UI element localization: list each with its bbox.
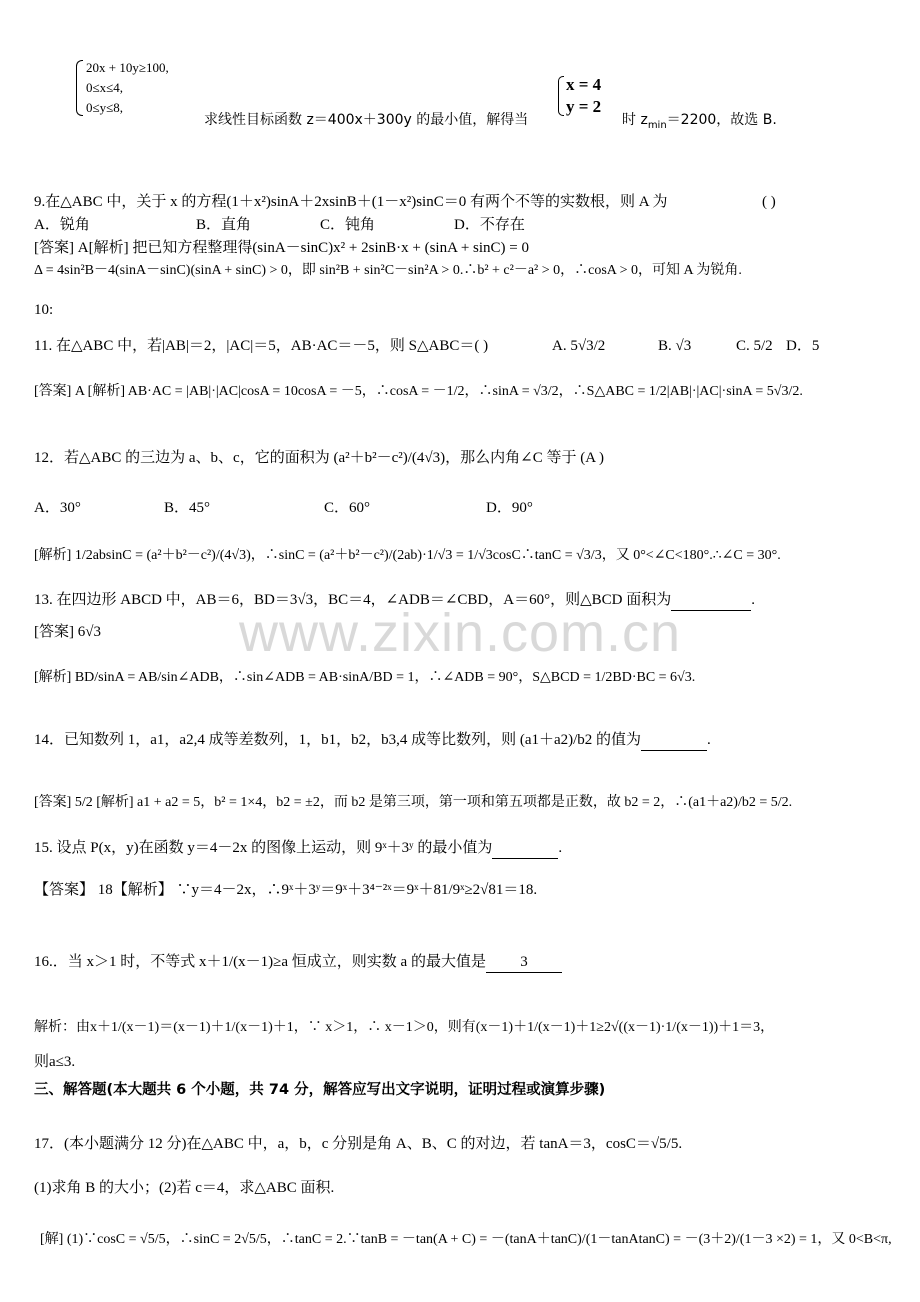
q12-stem: 12．若△ABC 的三边为 a、b、c，它的面积为 (a²＋b²－c²)/(4√3)，那么内角∠C 等于 (A ): [34, 450, 604, 466]
q9-opt-c: C．钝角: [320, 217, 376, 233]
q11-opt-b: B. √3: [658, 338, 692, 354]
q14-blank: [641, 730, 707, 751]
q14-stem-text: 14．已知数列 1，a1，a2,4 成等差数列，1，b1，b2，b3,4 成等比数列，则 (a1＋a2)/b2 的值为: [34, 732, 642, 748]
q12-opt-c: C．60°: [324, 500, 371, 516]
q16-solution-2: 则a≤3.: [34, 1054, 76, 1070]
q12-answer: [解析] 1/2absinC = (a²＋b²－c²)/(4√3)，∴sinC = (a²＋b²－c²)/(2ab)·1/√3 = 1/√3cosC∴tanC = √3/3，又 0°<∠C<180°.∴∠C = 30°.: [34, 548, 781, 563]
q9-opt-d: D．不存在: [454, 217, 525, 233]
q13-stem: [34, 590, 900, 611]
q14-tail: .: [707, 732, 711, 748]
q12-opt-b: B．45°: [164, 500, 211, 516]
q13-answer: [答案] 6√3: [34, 624, 101, 640]
q12-opt-a: A．30°: [34, 500, 81, 516]
q15-answer: 【答案】 18【解析】 ∵y＝4－2x，∴9ˣ＋3ʸ＝9ˣ＋3⁴⁻²ˣ＝9ˣ＋81/9ˣ≥2√81＝18.: [34, 882, 538, 898]
q11-opt-a: A. 5√3/2: [552, 338, 606, 354]
section-3-heading: 三、解答题(本大题共 6 个小题，共 74 分，解答应写出文字说明，证明过程或演算步骤): [34, 1082, 606, 1098]
q9-paren: ( ): [762, 194, 776, 210]
tail-a: 时 z: [622, 112, 648, 128]
tail-end: ＝2200，故选 B.: [666, 112, 777, 128]
q15-tail: .: [558, 840, 563, 856]
ineq-line-2: 0≤x≤4,: [86, 80, 124, 95]
q13-stem-text: 13. 在四边形 ABCD 中，AB＝6，BD＝3√3，BC＝4，∠ADB＝∠CBD，A＝60°，则△BCD 面积为: [34, 592, 672, 608]
q16-stem: [34, 952, 900, 973]
tail-sub: min: [647, 119, 667, 131]
q14-answer: [答案] 5/2 [解析] a1 + a2 = 5，b² = 1×4，b2 = ±2，而 b2 是第三项，第一项和第五项都是正数，故 b2 = 2，∴(a1＋a2)/b2 = 5/2.: [34, 795, 793, 810]
q9-answer-2: Δ = 4sin²B－4(sinA－sinC)(sinA + sinC) > 0，即 sin²B + sin²C－sin²A > 0.∴b² + c²－a² > 0，∴cosA > 0，可知 A 为锐角.: [34, 263, 742, 278]
q14-stem: [34, 730, 900, 751]
q13-tail: .: [751, 592, 755, 608]
q11-stem-text: 11. 在△ABC 中，若|AB|＝2，|AC|＝5，AB·AC＝－5，则 S△ABC＝( ): [34, 338, 489, 354]
q15-stem: [34, 838, 900, 859]
header-main: 求线性目标函数 z＝400x＋300y 的最小值，解得当: [204, 112, 529, 128]
watermark: www.zixin.com.cn: [238, 603, 682, 663]
q9-stem-text: 9.在△ABC 中，关于 x 的方程(1＋x²)sinA＋2xsinB＋(1－x²)sinC＝0 有两个不等的实数根，则 A 为: [34, 194, 668, 210]
sys-x: x = 4: [566, 75, 602, 94]
sys-y: y = 2: [566, 97, 602, 116]
q17-stem: 17．(本小题满分 12 分)在△ABC 中，a，b，c 分别是角 A、B、C 的对边，若 tanA＝3，cosC＝√5/5.: [34, 1136, 683, 1152]
q16-blank: [486, 952, 562, 973]
q9-answer-1: [答案] A[解析] 把已知方程整理得(sinA－sinC)x² + 2sinB·x + (sinA + sinC) = 0: [34, 240, 530, 256]
q13-blank: [671, 590, 751, 611]
solution-system: [566, 74, 601, 118]
ineq-line-1: 20x + 10y≥100,: [86, 60, 169, 75]
q10-stem: 10:: [34, 302, 54, 318]
q15-blank: [492, 838, 558, 859]
q9-stem: [34, 192, 900, 212]
q17-solution: [解] (1)∵cosC = √5/5，∴sinC = 2√5/5，∴tanC = 2.∵tanB = －tan(A + C) = －(tanA＋tanC)/(1－tanAtanC) = －(3＋2)/(1－3 ×2) = 1，又 0<B<π,: [40, 1232, 892, 1247]
q11-answer: [答案] A [解析] AB·AC = |AB|·|AC|cosA = 10cosA = －5，∴cosA = －1/2，∴sinA = √3/2，∴S△ABC = 1/2|AB|·|AC|·sinA = 5√3/2.: [34, 384, 803, 399]
inequality-system: [76, 58, 169, 118]
q12-opt-d: D．90°: [486, 500, 533, 516]
q17-parts: (1)求角 B 的大小；(2)若 c＝4，求△ABC 面积.: [34, 1180, 335, 1196]
q13-solution: [解析] BD/sinA = AB/sin∠ADB，∴sin∠ADB = AB·sinA/BD = 1，∴∠ADB = 90°，S△BCD = 1/2BD·BC = 6√3.: [34, 670, 696, 685]
q9-opt-b: B．直角: [196, 217, 252, 233]
q11-opt-d: D．5: [786, 338, 820, 354]
q9-opt-a: A．锐角: [34, 217, 90, 233]
q16-solution-1: 解析：由x＋1/(x－1)＝(x－1)＋1/(x－1)＋1，∵ x＞1，∴ x－1＞0，则有(x－1)＋1/(x－1)＋1≥2√((x－1)·1/(x－1))＋1＝3，: [34, 1020, 775, 1035]
header-tail: [622, 110, 900, 136]
q16-stem-text: 16.．当 x＞1 时，不等式 x＋1/(x－1)≥a 恒成立，则实数 a 的最大值是: [34, 954, 486, 970]
ineq-line-3: 0≤y≤8,: [86, 100, 124, 115]
q16-blank-value: 3: [520, 954, 528, 970]
q15-stem-text: 15. 设点 P(x，y)在函数 y＝4－2x 的图像上运动，则 9ˣ＋3ʸ 的最小值为: [34, 840, 493, 856]
q11-opt-c: C. 5/2: [736, 338, 773, 354]
